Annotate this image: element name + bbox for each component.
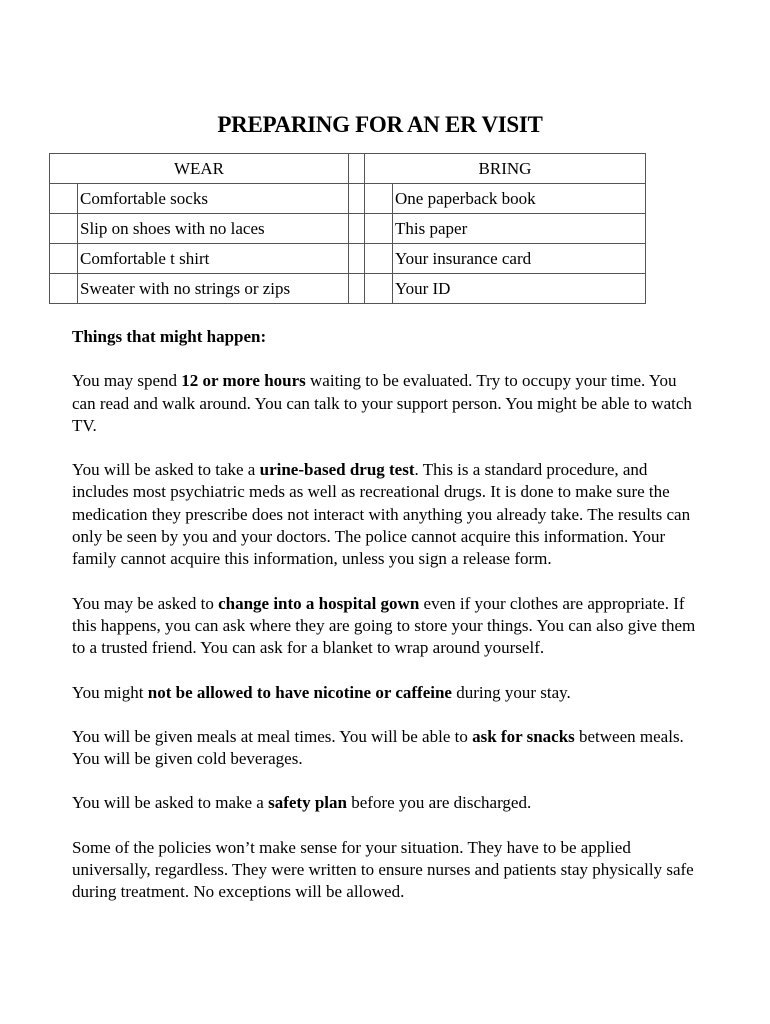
paragraph-text: during your stay.	[451, 682, 571, 702]
wear-checkbox	[50, 274, 78, 304]
body-text	[72, 326, 702, 926]
checklist-table	[49, 153, 646, 304]
bring-checkbox	[365, 214, 393, 244]
paragraph-text: before you are discharged.	[346, 793, 532, 813]
paragraph-safety-plan	[72, 792, 702, 814]
paragraph-policies	[72, 837, 702, 904]
bring-item: One paperback book	[393, 184, 646, 214]
emphasis-text: urine-based drug test	[259, 460, 415, 480]
paragraph-text: You will be given meals at meal times. You will be able to	[72, 726, 473, 746]
paragraph-text: . This is a standard procedure, and includes most psychiatric meds as well as recreational drugs. It is done to make sure the medication they prescribe does not interact with anything you already take. The results can only be seen by you and your doctors. The police cannot acquire this information. Your family cannot acquire this information, unless you sign a release form.	[72, 460, 691, 569]
paragraph-text: You might	[72, 682, 148, 702]
paragraph-hospital-gown	[72, 593, 702, 660]
wear-item: Slip on shoes with no laces	[78, 214, 349, 244]
paragraph-text: between meals. You will be given cold beverages.	[72, 726, 684, 769]
paragraph-meals	[72, 726, 702, 771]
checklist-row	[50, 244, 646, 274]
checklist-row	[50, 274, 646, 304]
paragraph-wait-time	[72, 370, 702, 437]
bring-checkbox	[365, 274, 393, 304]
paragraph-text: Some of the policies won’t make sense for your situation. They have to be applied universally, regardless. They were written to ensure nurses and patients stay physically safe during treatment. No exceptions will be allowed.	[72, 837, 694, 902]
paragraph-text: You may spend	[72, 371, 182, 391]
bring-checkbox	[365, 244, 393, 274]
paragraph-text: waiting to be evaluated. Try to occupy your time. You can read and walk around. You can talk to your support person. You might be able to watch TV.	[72, 371, 692, 435]
paragraph-text: You will be asked to take a	[72, 460, 260, 480]
bring-item: This paper	[393, 214, 646, 244]
bring-item: Your ID	[393, 274, 646, 304]
bring-checkbox	[365, 184, 393, 214]
checklist-row	[50, 184, 646, 214]
wear-item: Comfortable socks	[78, 184, 349, 214]
emphasis-text: 12 or more hours	[181, 371, 306, 391]
column-spacer	[349, 154, 365, 184]
column-spacer	[349, 214, 365, 244]
column-spacer	[349, 274, 365, 304]
wear-checkbox	[50, 184, 78, 214]
paragraph-drug-test	[72, 459, 702, 570]
column-spacer	[349, 244, 365, 274]
paragraph-text: even if your clothes are appropriate. If this happens, you can ask where they are going to store your things. You can also give them to a trusted friend. You can ask for a blanket to wrap around yourself.	[72, 593, 696, 658]
emphasis-text: change into a hospital gown	[218, 593, 420, 613]
emphasis-text: safety plan	[268, 793, 347, 813]
column-spacer	[349, 184, 365, 214]
wear-item: Comfortable t shirt	[78, 244, 349, 274]
checklist-row	[50, 214, 646, 244]
wear-checkbox	[50, 244, 78, 274]
section-heading: Things that might happen:	[72, 327, 267, 346]
emphasis-text: not be allowed to have nicotine or caffeine	[147, 682, 452, 702]
wear-checkbox	[50, 214, 78, 244]
wear-header: WEAR	[50, 154, 349, 184]
paragraph-text: You will be asked to make a	[72, 793, 269, 813]
page-title: PREPARING FOR AN ER VISIT	[217, 112, 543, 137]
emphasis-text: ask for snacks	[472, 726, 575, 746]
bring-header: BRING	[365, 154, 646, 184]
bring-item: Your insurance card	[393, 244, 646, 274]
checklist-header-row	[50, 154, 646, 184]
wear-item: Sweater with no strings or zips	[78, 274, 349, 304]
paragraph-text: You may be asked to	[72, 593, 219, 613]
paragraph-nicotine-caffeine	[72, 682, 702, 704]
